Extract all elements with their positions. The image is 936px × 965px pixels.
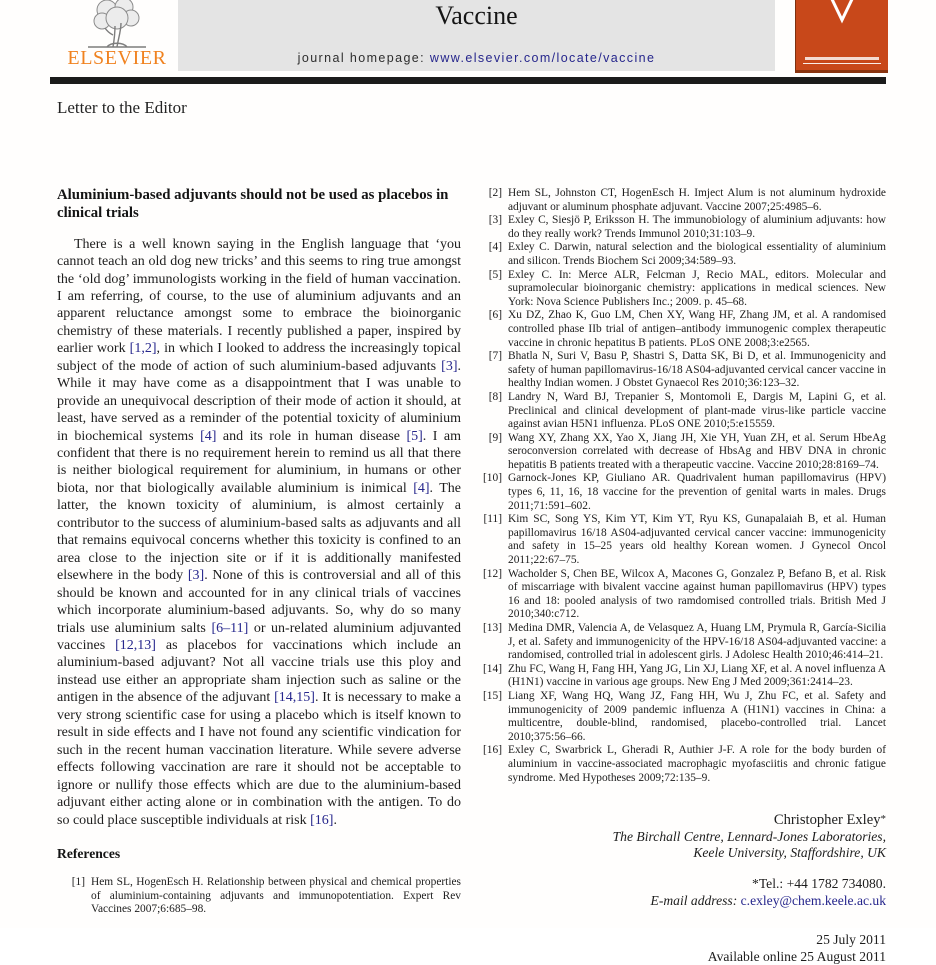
citation-link[interactable]: [16] [310,812,334,828]
article-title: Aluminium-based adjuvants should not be used as placebos in clinical trials [57,187,449,221]
reference-text: Exley C. Darwin, natural selection and the biological essentiality of aluminium and silicon. Trends Biochem Sci 2009;34:589–93. [508,241,886,267]
paragraph-text: . None of this is controversial and all of this should be known and accounted for in any clinical trials of vaccines which incorporate aluminium-based adjuvants. So, why do so many trials use aluminium salts [57,568,461,636]
cover-caption-rule [803,63,881,64]
reference-item [478,432,886,473]
reference-text: Kim SC, Song YS, Kim YT, Kim YT, Ryu KS, Gunapalaiah B, et al. Human papillomavirus 16/18 AS04-adjuvanted cervical cancer vaccine: immunogenicity and safety in 15–25 years old healthy Korean women. J Gynecol Oncol 2011;22:67–75. [508,513,886,567]
reference-item [478,350,886,391]
reference-list-right [478,187,886,785]
article-body [57,187,886,965]
citation-link[interactable]: [1,2] [129,341,157,357]
reference-item [478,568,886,622]
paragraph-text: . The latter, the known toxicity of aluminium, is almost certainly a contributor to the success of aluminium-based salts as adjuvants and all that remains equivocal concerns whether this toxicity is confined to an area close to the injection site or if it is additionally manifested elsewhere in the body [57,480,461,584]
reference-number: [4] [488,241,502,254]
reference-number: [5] [488,268,502,281]
article-paragraph [57,236,461,829]
paragraph-text: as placebos for vaccinations which include an aluminium-based adjuvant? Not all vaccine trials use this ploy and instead use either an appropriate sham injection such as saline or the antigen in the absence of the adjuvant [57,638,461,706]
paragraph-text: . It is necessary to make a very strong scientific case for using a placebo which is itself known to result in side effects and I have not found any scientific vindication for such in the recent human vaccination literature. While severe adverse effects following vaccination are rare it should not be acceptable to ignore or nullify those effects which are due to the aluminium-based adjuvant either acting alone or in combination with the antigen. To do so could place susceptible individuals at risk [57,690,461,828]
journal-homepage-line [178,51,775,65]
reference-number: [10] [483,472,502,485]
reference-number: [13] [483,622,502,634]
reference-text: Exley C, Siesjö P, Eriksson H. The immunobiology of aluminium adjuvants: how do they really work? Trends Immunol 2010;31:103–9. [508,214,886,240]
reference-item [478,269,886,310]
header-divider-rule [50,77,886,84]
reference-item [478,513,886,567]
article-dates [478,932,886,965]
citation-link[interactable]: [4] [413,480,430,496]
paragraph-text: and its role in human disease [216,428,407,444]
reference-number: [16] [483,744,502,757]
journal-cover-v-icon [824,0,860,23]
paragraph-text: There is a well known saying in the English language that ‘you cannot teach an old dog new tricks’ and this seems to ring true amongst the ‘old dog’ immunologists working in the field of human vaccination. I am referring, of course, to the use of aluminium adjuvants and an apparent reluctance amongst some to embrace the bioinorganic chemistry of these materials. I recently published a paper, inspired by earlier work [57,236,461,357]
paragraph-text: . [333,812,337,828]
reference-number: [3] [488,214,502,227]
citation-link[interactable]: [4] [200,428,217,444]
journal-banner [178,0,775,71]
reference-item [478,187,886,214]
reference-item [478,622,886,663]
reference-text: Zhu FC, Wang H, Fang HH, Yang JG, Lin XJ, Liang XF, et al. A novel influenza A (H1N1) vaccine in various age groups. New Eng J Med 2009;361:2414–23. [508,662,886,689]
reference-text: Wacholder S, Chen BE, Wilcox A, Macones G, Gonzalez P, Befano B, et al. Risk of miscarriage with bivalent vaccine against human papillomavirus (HPV) types 16 and 18: pooled analysis of two ramdomised controlled trials. British Med J 2010;340:c712. [508,567,886,621]
reference-text: Exley C, Swarbrick L, Gheradi R, Authier J-F. A role for the body burden of aluminium in vaccine-associated macrophagic myofasciitis and chronic fatigue syndrome. Med Hypotheses 2009;72:135–9. [508,744,886,784]
reference-number: [9] [488,431,502,444]
journal-cover-thumbnail [795,0,888,73]
paragraph-text: , in which I looked to address the increasingly topical subject of the mode of action of such aluminium-based adjuvants [57,341,461,374]
author-block [478,811,886,965]
elsevier-logo [55,0,179,74]
homepage-label: journal homepage: [297,51,430,65]
reference-text: Medina DMR, Valencia A, de Velasquez A, Huang LM, Prymula R, García-Sicilia J, et al. Safety and immunogenicity of the HPV-16/18 AS04-adjuvanted vaccine: a randomised, controlled trial in adolescent girls. J Adolesc Health 2010;46:414–21. [508,622,886,662]
reference-text: Wang XY, Zhang XX, Yao X, Jiang JH, Xie YH, Yuan ZH, et al. Serum HbeAg seroconversion correlated with decrease of HbsAg and HBV DNA in chronic hepatitis B patients treated with a therapeutic vaccine. Vaccine 2010;28:8169–74. [508,431,886,471]
reference-text: Hem SL, Johnston CT, HogenEsch H. Imject Alum is not aluminum hydroxide adjuvant or aluminum phosphate adjuvant. Vaccine 2007;25:4985–6. [508,187,886,213]
right-column [478,187,886,965]
citation-link[interactable]: [12,13] [115,638,156,654]
reference-item [478,472,886,513]
author-name [478,811,886,828]
homepage-link[interactable]: www.elsevier.com/locate/vaccine [429,51,656,65]
reference-item [478,663,886,690]
reference-text: Landry N, Ward BJ, Trepanier S, Montomoli E, Dargis M, Lapini G, et al. Preclinical and clinical development of plant-made virus-like particle vaccine against avian H5N1 influenza. PLoS ONE 2010;5:e15559. [508,390,886,431]
citation-link[interactable]: [6–11] [211,620,249,636]
reference-item [478,744,886,785]
author-email-line [478,893,886,909]
reference-number: [11] [483,513,502,526]
citation-link[interactable]: [3] [441,358,458,374]
reference-text: Bhatla N, Suri V, Basu P, Shastri S, Datta SK, Bi D, et al. Immunogenicity and safety of human papillomavirus-16/18 AS04-adjuvanted cervical cancer vaccine in healthy Indian women. J Obstet Gynaecol Res 2010;36:123–32. [508,350,886,390]
reference-number: [1] [71,876,85,888]
reference-number: [2] [488,187,502,199]
reference-number: [12] [483,567,502,580]
author-telephone: *Tel.: +44 1782 734080. [752,876,886,892]
reference-text: Garnock-Jones KP, Giuliano AR. Quadrivalent human papillomavirus (HPV) types 6, 11, 16, 18 vaccine for the prevention of genital warts in males. Drugs 2011;71:591–602. [508,472,886,512]
reference-text: Liang XF, Wang HQ, Wang JZ, Fang HH, Wu J, Zhu FC, et al. Safety and immunogenicity of 2009 pandemic influenza A (H1N1) vaccines in China: a multicentre, double-blind, randomised, placebo-controlled trial. Lancet 2010;375:56–66. [508,689,886,743]
elsevier-tree-icon [85,0,149,49]
reference-text: Xu DZ, Zhao K, Guo LM, Chen XY, Wang HF, Zhang JM, et al. A randomised controlled phase IIb trial of antigen–antibody immunogenic complex therapeutic vaccine in chronic hepatitus B patients. PLoS ONE 2008;3:e2565. [508,309,886,349]
date-received: 25 July 2011 [816,932,886,948]
citation-link[interactable]: [5] [406,428,423,444]
journal-title: Vaccine [435,1,518,30]
date-available-online: Available online 25 August 2011 [707,948,886,964]
citation-link[interactable]: [14,15] [274,690,315,706]
author-affiliation-line1: The Birchall Centre, Lennard-Jones Laboratories, [612,828,886,844]
reference-item [478,391,886,432]
cover-caption-line [805,57,879,60]
reference-text: Exley C. In: Merce ALR, Felcman J, Recio MAL, editors. Molecular and supramolecular bioinorganic chemistry: applications in medical sciences. New York: Nova Science Publishers Inc.; 2009. p. 45–68. [508,268,886,308]
author-name-text: Christopher Exley [773,812,881,829]
reference-item [61,876,461,917]
reference-number: [7] [488,350,502,363]
reference-number: [15] [483,689,502,702]
reference-list-left [57,876,461,917]
reference-number: [8] [488,390,502,403]
email-link[interactable]: c.exley@chem.keele.ac.uk [740,892,886,908]
email-label: E-mail address: [650,892,741,908]
citation-link[interactable]: [3] [187,568,205,584]
reference-text: Hem SL, HogenEsch H. Relationship between physical and chemical properties of aluminium-containing adjuvants and immunopotentiation. Expert Rev Vaccines 2007;6:685–98. [91,876,461,916]
references-heading: References [57,846,121,861]
author-footnote-mark: * [880,813,886,826]
reference-number: [14] [483,662,502,675]
reference-item [478,214,886,241]
paragraph-text: or un-related aluminium adjuvanted vaccines [57,620,461,654]
reference-item [478,690,886,744]
author-affiliation-line2: Keele University, Staffordshire, UK [693,844,886,860]
left-column [57,187,461,965]
paragraph-text: . While it may have come as a disappointment that I was unable to provide an unequivocal description of their mode of action it should, at least, have served as a reminder of the potential toxicity of aluminium in biochemical systems [57,358,461,444]
elsevier-wordmark: ELSEVIER [67,47,167,69]
reference-item [478,309,886,350]
section-label: Letter to the Editor [57,98,187,117]
reference-number: [6] [488,309,502,322]
paragraph-text: . I am confident that there is no requirement herein to remind us all that there is neither biological requirement for aluminium, in humans or other biota, nor that biologically available aluminium is inimical [57,428,461,496]
reference-item [478,241,886,268]
